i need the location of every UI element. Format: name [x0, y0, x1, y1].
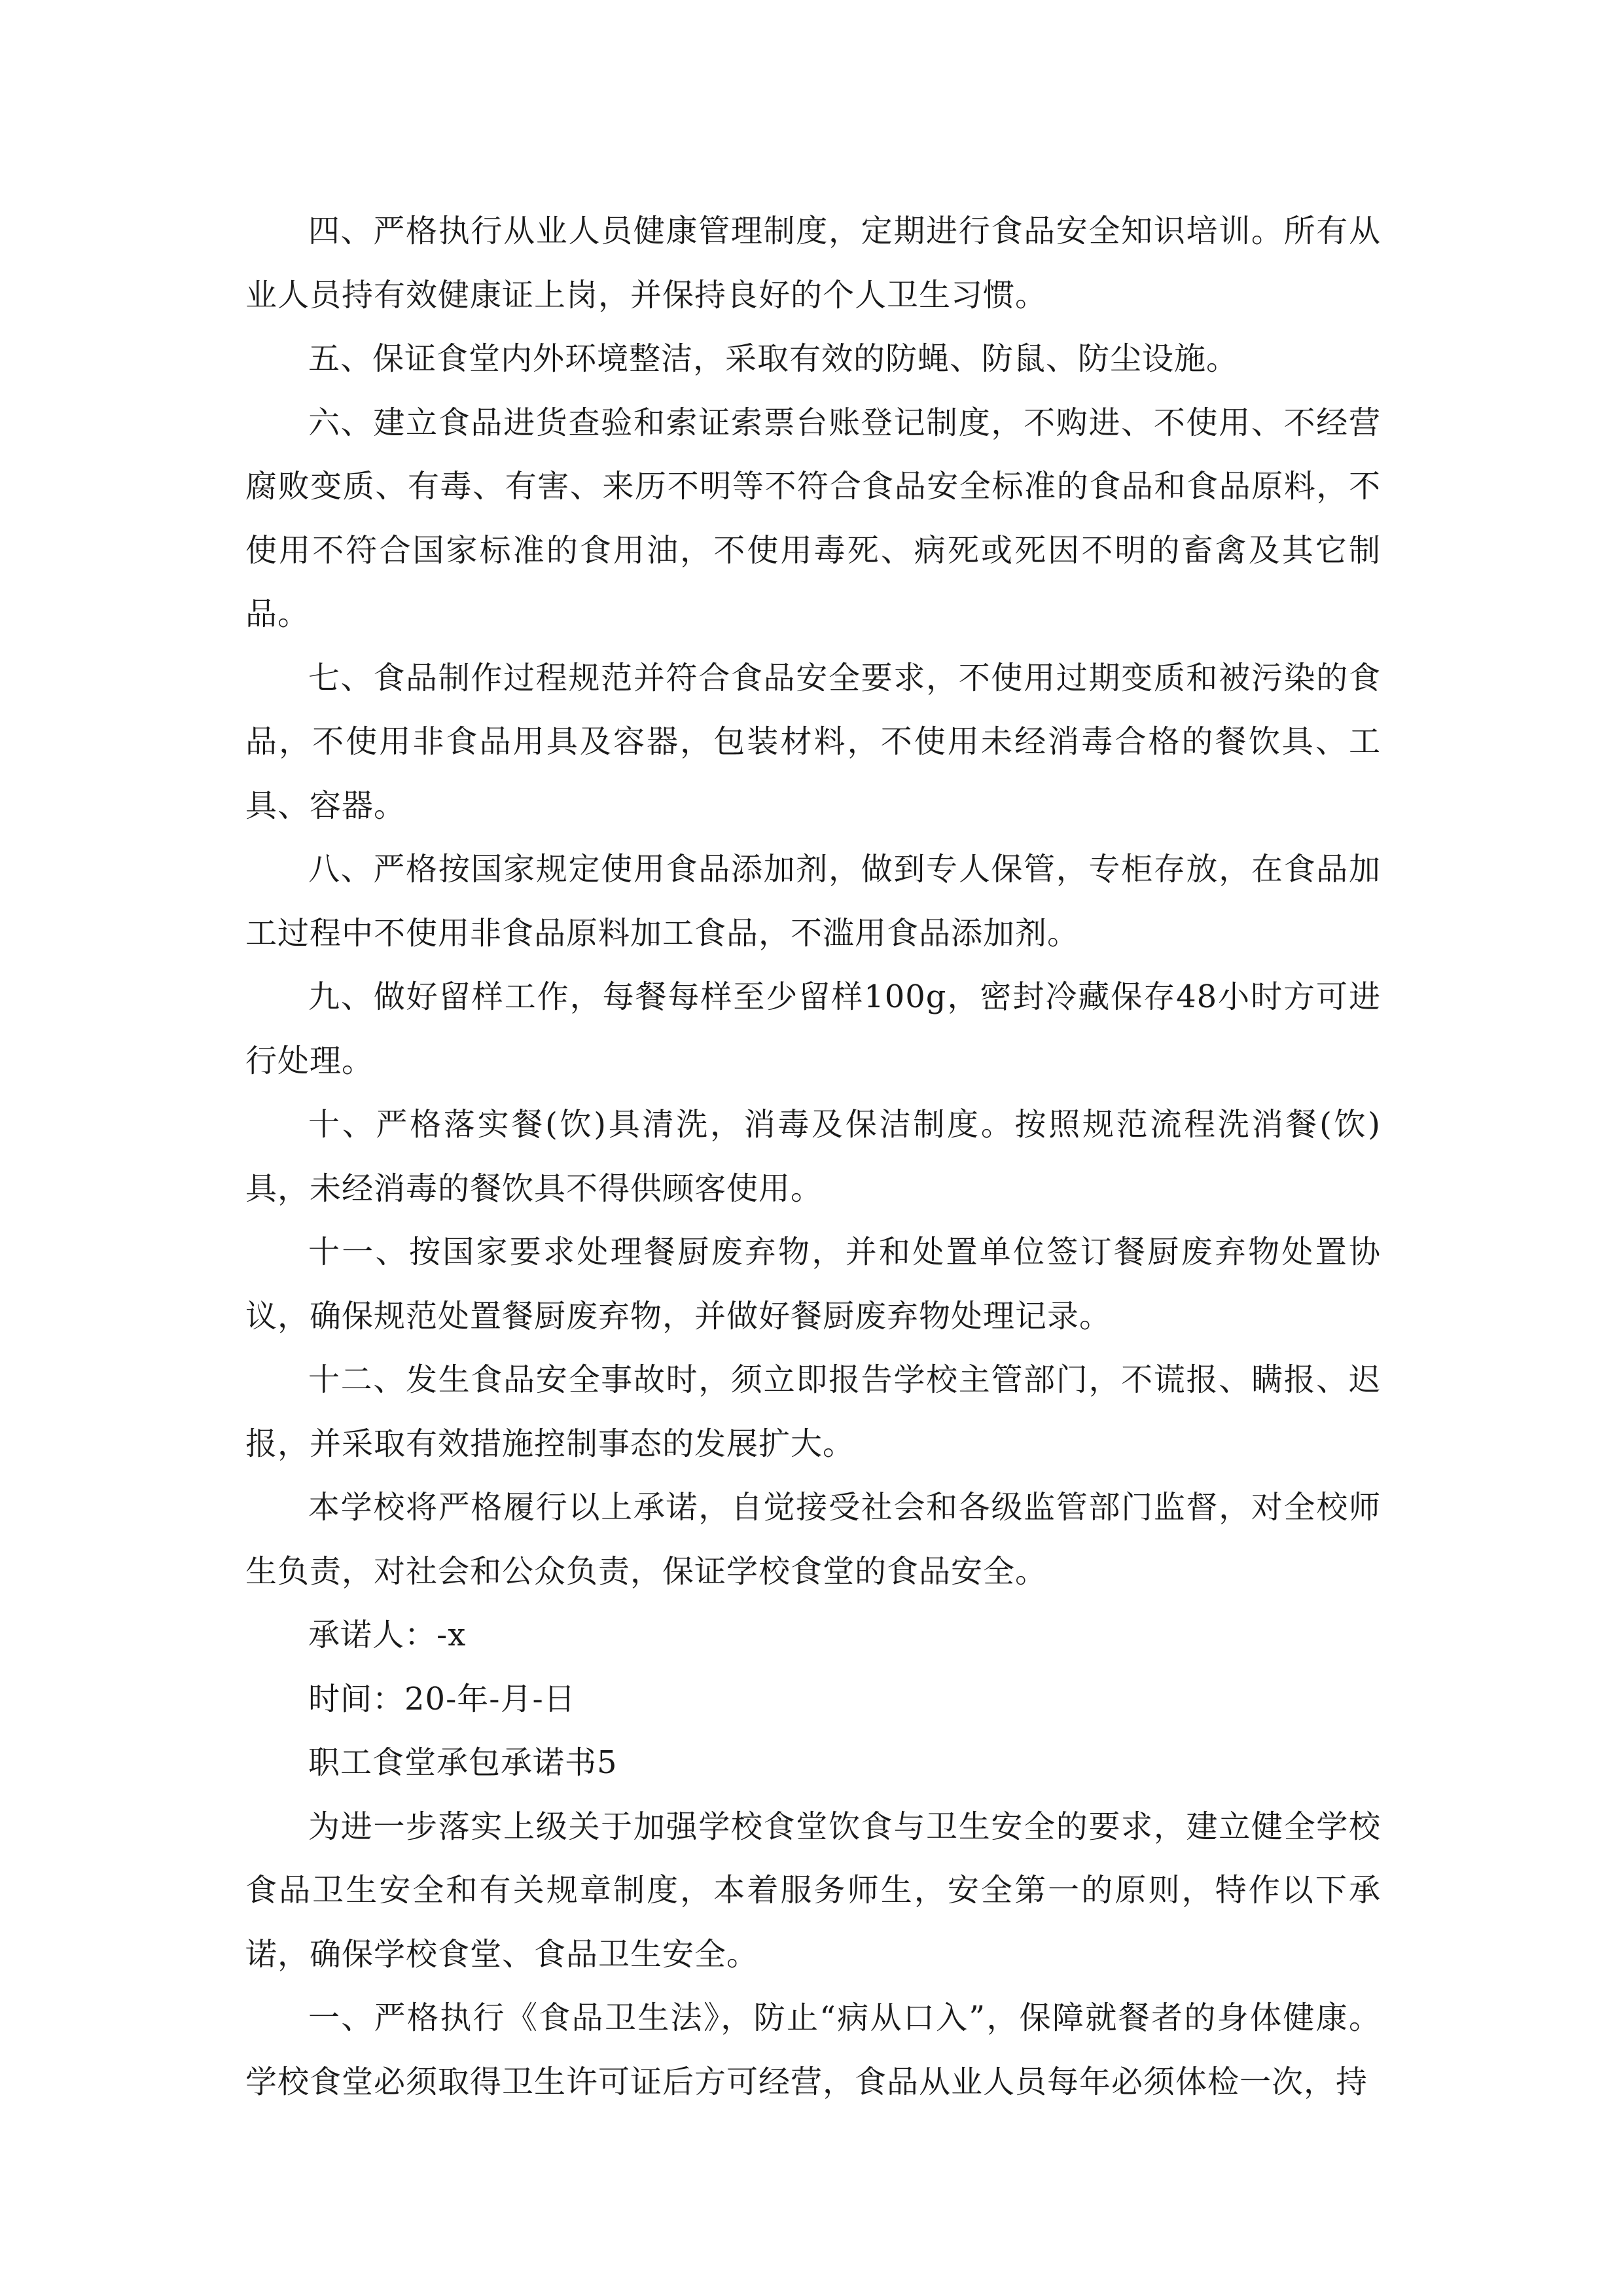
- paragraph-introduction: 为进一步落实上级关于加强学校食堂饮食与卫生安全的要求，建立健全学校食品卫生安全和有关规章制度，本着服务师生，安全第一的原则，特作以下承诺，确保学校食堂、食品卫生安全。: [245, 1808, 1381, 1973]
- paragraph-1-food-hygiene-law: 一、严格执行《食品卫生法》，防止“病从口入”，保障就餐者的身体健康。学校食堂必须取得卫生许可证后方可经营，食品从业人员每年必须体检一次，持: [245, 2000, 1381, 2100]
- paragraph-commitment-summary: 本学校将严格履行以上承诺，自觉接受社会和各级监管部门监督，对全校师生负责，对社会和公众负责，保证学校食堂的食品安全。: [245, 1489, 1381, 1590]
- paragraph-6-purchase-inspection: 六、建立食品进货查验和索证索票台账登记制度，不购进、不使用、不经营腐败变质、有毒、有害、来历不明等不符合食品安全标准的食品和食品原料，不使用不符合国家标准的食用油，不使用毒死、病死或死因不明的畜禽及其它制品。: [245, 404, 1381, 632]
- paragraph-7-food-production: 七、食品制作过程规范并符合食品安全要求，不使用过期变质和被污染的食品，不使用非食品用具及容器，包装材料，不使用未经消毒合格的餐饮具、工具、容器。: [245, 659, 1381, 824]
- paragraph-5-environment: 五、保证食堂内外环境整洁，采取有效的防蝇、防鼠、防尘设施。: [308, 340, 1239, 377]
- paragraph-12-incident-reporting: 十二、发生食品安全事故时，须立即报告学校主管部门，不谎报、瞒报、迟报，并采取有效措施控制事态的发展扩大。: [245, 1361, 1381, 1462]
- paragraph-4-staff-health: 四、严格执行从业人员健康管理制度，定期进行食品安全知识培训。所有从业人员持有效健康证上岗，并保持良好的个人卫生习惯。: [245, 213, 1381, 314]
- promisor-line: 承诺人：-x: [308, 1617, 467, 1653]
- date-line: 时间：20-年-月-日: [308, 1680, 576, 1717]
- paragraph-11-kitchen-waste: 十一、按国家要求处理餐厨废弃物，并和处置单位签订餐厨废弃物处置协议，确保规范处置餐厨废弃物，并做好餐厨废弃物处理记录。: [245, 1234, 1381, 1335]
- section-title: 职工食堂承包承诺书5: [308, 1744, 618, 1781]
- paragraph-9-sample-retention: 九、做好留样工作，每餐每样至少留样100g，密封冷藏保存48小时方可进行处理。: [245, 978, 1381, 1079]
- document-body: [245, 200, 1381, 2114]
- paragraph-8-additives: 八、严格按国家规定使用食品添加剂，做到专人保管，专柜存放，在食品加工过程中不使用非食品原料加工食品，不滥用食品添加剂。: [245, 851, 1381, 952]
- paragraph-10-tableware-cleaning: 十、严格落实餐(饮)具清洗，消毒及保洁制度。按照规范流程洗消餐(饮)具，未经消毒的餐饮具不得供顾客使用。: [245, 1106, 1381, 1207]
